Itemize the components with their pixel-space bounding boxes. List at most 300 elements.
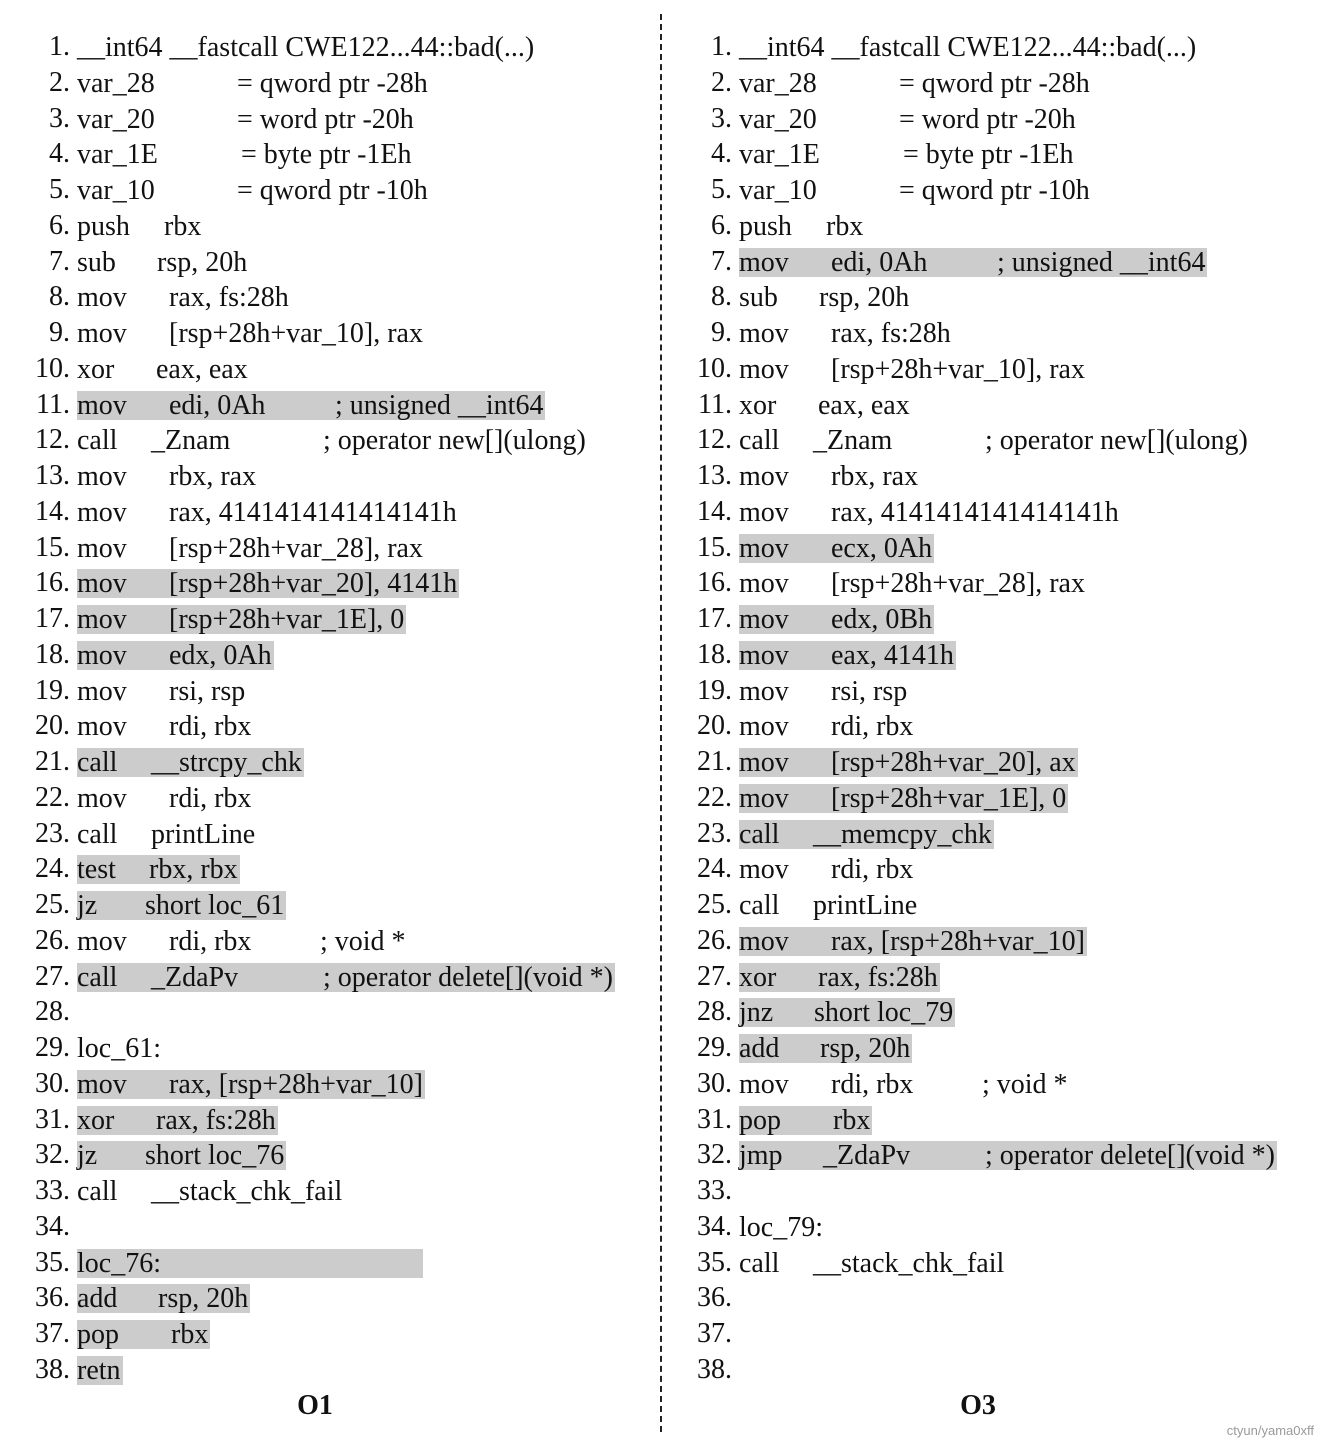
code-text <box>739 69 1092 98</box>
mnemonic: mov <box>77 282 127 314</box>
code-line <box>0 780 655 816</box>
mnemonic: mov <box>77 604 127 635</box>
mnemonic: sub <box>77 246 116 278</box>
operand: = byte ptr -1Eh <box>241 139 412 171</box>
code-line <box>662 494 1320 530</box>
line-number: 33. <box>35 1175 70 1206</box>
comment: ; void * <box>982 1068 1068 1100</box>
mnemonic: mov <box>739 532 789 564</box>
code-line <box>0 673 655 709</box>
operand: edi, 0Ah <box>831 246 928 278</box>
mnemonic: __int64 __fastcall CWE122...44::bad(...) <box>77 32 535 63</box>
line-number: 3. <box>711 102 732 134</box>
operand: rdi, rbx <box>831 711 914 743</box>
line-number: 2. <box>49 66 70 98</box>
code-line <box>0 101 655 137</box>
operand: _ZdaPv <box>823 1140 911 1172</box>
code-line <box>0 887 655 923</box>
line-number: 5. <box>49 174 70 205</box>
operand: = qword ptr -10h <box>237 175 428 206</box>
code-text <box>739 1356 741 1385</box>
comment: ; unsigned __int64 <box>335 389 544 421</box>
operand: rbx <box>171 1319 209 1350</box>
highlighted-code <box>77 855 240 884</box>
line-number: 34. <box>697 1210 732 1242</box>
code-line <box>662 65 1320 101</box>
line-number: 1. <box>49 31 70 62</box>
operand: rbx, rax <box>831 461 919 492</box>
line-number: 20. <box>697 710 732 742</box>
mnemonic: mov <box>77 496 127 528</box>
code-line <box>0 387 655 423</box>
code-line <box>662 887 1320 923</box>
code-text <box>77 498 459 527</box>
code-line <box>662 851 1320 887</box>
highlighted-code <box>739 605 934 634</box>
line-number: 27. <box>35 960 70 992</box>
operand: _ZdaPv <box>151 961 239 993</box>
code-line <box>662 387 1320 423</box>
line-number: 4. <box>49 138 70 170</box>
line-number: 9. <box>49 317 70 348</box>
highlighted-code <box>77 1356 123 1385</box>
code-listing-o1 <box>0 29 655 1388</box>
line-number: 35. <box>697 1246 732 1278</box>
line-number: 29. <box>697 1032 732 1063</box>
operand: rax, fs:28h <box>156 1104 276 1136</box>
mnemonic: jnz <box>739 997 774 1029</box>
mnemonic: mov <box>77 639 127 671</box>
code-line <box>662 351 1320 387</box>
line-number: 20. <box>35 710 70 742</box>
operand: ecx, 0Ah <box>831 532 933 564</box>
code-text <box>739 855 915 884</box>
code-line <box>662 673 1320 709</box>
comment: ; unsigned __int64 <box>997 246 1206 278</box>
line-number: 34. <box>35 1210 70 1242</box>
line-number: 10. <box>697 352 732 384</box>
operand: [rsp+28h+var_1E], 0 <box>169 604 405 635</box>
code-text <box>739 176 1092 205</box>
line-number: 19. <box>697 674 732 706</box>
mnemonic: push <box>77 210 130 242</box>
code-line <box>0 959 655 995</box>
line-number: 30. <box>35 1067 70 1099</box>
line-number: 5. <box>711 174 732 205</box>
line-number: 37. <box>35 1318 70 1349</box>
code-line <box>0 637 655 673</box>
code-text <box>739 283 911 312</box>
highlighted-code <box>77 605 406 634</box>
mnemonic: jz <box>77 1140 98 1172</box>
code-line <box>662 994 1320 1030</box>
code-text <box>77 784 253 813</box>
mnemonic: var_20 <box>77 103 155 135</box>
line-number: 38. <box>697 1353 732 1385</box>
highlighted-code <box>77 1141 286 1170</box>
line-number: 21. <box>35 746 70 777</box>
operand: eax, eax <box>156 353 248 385</box>
mnemonic: mov <box>739 568 789 600</box>
code-text <box>77 712 253 741</box>
line-number: 33. <box>697 1175 732 1206</box>
operand: edx, 0Bh <box>831 604 933 635</box>
mnemonic: mov <box>77 389 127 421</box>
mnemonic: var_1E <box>77 139 158 171</box>
code-text <box>739 140 1076 169</box>
code-text <box>739 569 1087 598</box>
code-text <box>77 355 250 384</box>
code-line <box>662 1173 1320 1209</box>
code-line <box>0 494 655 530</box>
code-line <box>0 1102 655 1138</box>
operand: __stack_chk_fail <box>813 1247 1005 1279</box>
code-line <box>662 637 1320 673</box>
code-line <box>0 172 655 208</box>
code-line <box>0 136 655 172</box>
code-line <box>0 29 655 65</box>
code-line <box>662 744 1320 780</box>
code-line <box>0 1173 655 1209</box>
operand: rax, fs:28h <box>169 282 289 314</box>
highlighted-code <box>739 927 1087 956</box>
code-line <box>662 923 1320 959</box>
mnemonic: call <box>739 425 780 457</box>
highlighted-code <box>77 1106 278 1135</box>
code-line <box>662 101 1320 137</box>
operand: short loc_76 <box>145 1140 285 1172</box>
operand: rsi, rsp <box>169 675 246 707</box>
line-number: 31. <box>697 1103 732 1135</box>
line-number: 23. <box>35 817 70 849</box>
mnemonic: mov <box>77 1068 127 1100</box>
highlighted-code <box>77 748 304 777</box>
operand: [rsp+28h+var_10], rax <box>169 318 423 349</box>
code-line <box>0 351 655 387</box>
mnemonic: xor <box>77 1104 115 1136</box>
highlighted-code <box>739 998 955 1027</box>
code-text <box>77 319 425 348</box>
operand: edx, 0Ah <box>169 639 272 671</box>
mnemonic: mov <box>739 639 789 671</box>
line-number: 11. <box>36 388 70 420</box>
line-number: 16. <box>35 567 70 599</box>
mnemonic: var_10 <box>739 175 817 206</box>
mnemonic: mov <box>77 532 127 564</box>
code-text <box>739 462 920 491</box>
line-number: 14. <box>35 495 70 527</box>
label-o3: O3 <box>960 1390 996 1421</box>
mnemonic: call <box>77 961 118 993</box>
code-text <box>77 534 425 563</box>
code-text <box>77 212 203 241</box>
operand: rbx, rax <box>169 461 257 492</box>
mnemonic: test <box>77 854 116 886</box>
code-line <box>0 244 655 280</box>
mnemonic: loc_61: <box>77 1033 161 1064</box>
mnemonic: mov <box>739 711 789 743</box>
operand: __memcpy_chk <box>813 818 992 850</box>
operand: rax, [rsp+28h+var_10] <box>169 1068 423 1100</box>
operand: short loc_61 <box>145 890 285 921</box>
mnemonic: mov <box>77 675 127 707</box>
highlighted-code <box>739 1034 912 1063</box>
mnemonic: mov <box>739 461 789 492</box>
code-line <box>0 315 655 351</box>
line-number: 24. <box>35 853 70 885</box>
line-number: 19. <box>35 674 70 706</box>
code-line <box>662 422 1320 458</box>
line-number: 8. <box>49 281 70 313</box>
code-line <box>0 923 655 959</box>
line-number: 21. <box>697 746 732 777</box>
comment: ; operator new[](ulong) <box>985 425 1248 457</box>
code-line <box>662 1030 1320 1066</box>
operand: [rsp+28h+var_1E], 0 <box>831 782 1067 814</box>
code-line <box>0 458 655 494</box>
code-line <box>662 172 1320 208</box>
operand: rdi, rbx <box>169 711 252 743</box>
code-text <box>739 677 909 706</box>
mnemonic: mov <box>77 711 127 743</box>
code-line <box>662 1316 1320 1352</box>
line-number: 4. <box>711 138 732 170</box>
code-text <box>739 33 1198 62</box>
mnemonic: mov <box>739 925 789 957</box>
code-line <box>662 1245 1320 1281</box>
code-text <box>77 105 416 134</box>
code-line <box>662 1102 1320 1138</box>
comment: ; operator delete[](void *) <box>323 961 613 993</box>
code-line <box>662 565 1320 601</box>
line-number: 36. <box>35 1282 70 1314</box>
line-number: 32. <box>697 1139 732 1171</box>
line-number: 23. <box>697 817 732 849</box>
highlighted-code <box>739 1141 1277 1170</box>
line-number: 26. <box>697 924 732 956</box>
line-number: 18. <box>35 638 70 670</box>
operand: [rsp+28h+var_28], rax <box>169 532 423 564</box>
mnemonic: mov <box>739 747 789 778</box>
code-line <box>662 458 1320 494</box>
mnemonic: mov <box>739 782 789 814</box>
operand: rsp, 20h <box>820 1033 911 1064</box>
code-text <box>739 1213 825 1242</box>
line-number: 8. <box>711 281 732 313</box>
comment: ; operator new[](ulong) <box>323 425 586 457</box>
code-text <box>77 283 291 312</box>
code-text <box>77 248 249 277</box>
line-number: 25. <box>697 889 732 920</box>
mnemonic: call <box>739 818 780 850</box>
mnemonic: call <box>77 818 118 850</box>
operand: = qword ptr -28h <box>237 67 428 99</box>
code-line <box>0 816 655 852</box>
code-text <box>739 391 912 420</box>
code-line <box>0 65 655 101</box>
code-line <box>662 601 1320 637</box>
code-text <box>77 1034 163 1063</box>
operand: [rsp+28h+var_20], ax <box>831 747 1076 778</box>
mnemonic: var_20 <box>739 103 817 135</box>
operand: rdi, rbx <box>831 854 914 886</box>
line-number: 6. <box>49 209 70 241</box>
operand: rsp, 20h <box>157 246 248 278</box>
mnemonic: mov <box>77 925 127 957</box>
mnemonic: pop <box>77 1319 119 1350</box>
code-text <box>77 33 536 62</box>
mnemonic: xor <box>739 961 777 993</box>
code-text <box>739 355 1087 384</box>
code-line <box>0 1352 655 1388</box>
code-line <box>0 208 655 244</box>
code-line <box>0 601 655 637</box>
mnemonic: pop <box>739 1104 781 1136</box>
operand: = qword ptr -28h <box>899 67 1090 99</box>
code-line <box>662 1066 1320 1102</box>
line-number: 22. <box>35 781 70 813</box>
code-text <box>77 677 247 706</box>
operand: _Znam <box>813 425 893 457</box>
mnemonic: var_1E <box>739 139 820 171</box>
operand: = word ptr -20h <box>899 103 1076 135</box>
code-line <box>0 1066 655 1102</box>
comment: ; operator delete[](void *) <box>985 1140 1275 1172</box>
code-text <box>739 1249 1006 1278</box>
line-number: 9. <box>711 317 732 348</box>
line-number: 12. <box>35 424 70 456</box>
code-line <box>662 1352 1320 1388</box>
operand: _Znam <box>151 425 231 457</box>
operand: rbx, rbx <box>149 854 238 886</box>
code-line <box>0 422 655 458</box>
operand: rdi, rbx <box>831 1068 914 1100</box>
mnemonic: call <box>739 1247 780 1279</box>
highlighted-code <box>77 1320 210 1349</box>
code-line <box>662 1209 1320 1245</box>
code-text <box>77 998 79 1027</box>
mnemonic: call <box>77 747 118 778</box>
highlighted-code <box>739 641 956 670</box>
operand: = qword ptr -10h <box>899 175 1090 206</box>
line-number: 32. <box>35 1139 70 1171</box>
operand: short loc_79 <box>814 997 954 1029</box>
line-number: 25. <box>35 889 70 920</box>
code-text <box>739 1320 741 1349</box>
mnemonic: mov <box>739 318 789 349</box>
mnemonic: mov <box>739 604 789 635</box>
code-line <box>0 994 655 1030</box>
mnemonic: mov <box>77 461 127 492</box>
code-line <box>0 744 655 780</box>
mnemonic: mov <box>739 854 789 886</box>
line-number: 24. <box>697 853 732 885</box>
code-text <box>739 319 953 348</box>
operand: = word ptr -20h <box>237 103 414 135</box>
operand: rax, 4141414141414141h <box>169 496 457 528</box>
operand: __stack_chk_fail <box>151 1176 343 1207</box>
line-number: 6. <box>711 209 732 241</box>
code-text <box>739 498 1121 527</box>
code-line <box>662 244 1320 280</box>
code-line <box>662 816 1320 852</box>
code-text <box>739 105 1078 134</box>
line-number: 38. <box>35 1353 70 1385</box>
line-number: 16. <box>697 567 732 599</box>
mnemonic: jmp <box>739 1140 783 1172</box>
code-line <box>0 1030 655 1066</box>
line-number: 22. <box>697 781 732 813</box>
code-text <box>739 1284 741 1313</box>
operand: [rsp+28h+var_10], rax <box>831 353 1085 385</box>
mnemonic: var_28 <box>739 67 817 99</box>
code-line <box>0 279 655 315</box>
operand: printLine <box>151 818 256 850</box>
code-line <box>0 1280 655 1316</box>
code-line <box>0 1245 655 1281</box>
line-number: 13. <box>35 460 70 491</box>
code-text <box>77 69 430 98</box>
code-line <box>0 1209 655 1245</box>
operand: rbx <box>833 1104 871 1136</box>
line-number: 26. <box>35 924 70 956</box>
code-line <box>662 959 1320 995</box>
code-line <box>662 1280 1320 1316</box>
code-line <box>662 315 1320 351</box>
code-text <box>77 927 408 956</box>
mnemonic: var_28 <box>77 67 155 99</box>
mnemonic: loc_79: <box>739 1211 823 1243</box>
operand: rdi, rbx <box>169 925 252 957</box>
line-number: 10. <box>35 352 70 384</box>
code-text <box>77 426 588 455</box>
mnemonic: mov <box>739 496 789 528</box>
highlighted-code <box>739 784 1068 813</box>
operand: rax, 4141414141414141h <box>831 496 1119 528</box>
code-text <box>739 1070 1070 1099</box>
highlighted-code <box>77 1070 425 1099</box>
highlighted-code <box>77 891 286 920</box>
operand: [rsp+28h+var_20], 4141h <box>169 568 458 600</box>
highlighted-code <box>739 248 1207 277</box>
code-line <box>0 1316 655 1352</box>
highlighted-code <box>739 748 1078 777</box>
operand: edi, 0Ah <box>169 389 266 421</box>
line-number: 14. <box>697 495 732 527</box>
mnemonic: mov <box>77 318 127 349</box>
operand: rsp, 20h <box>158 1283 249 1315</box>
line-number: 37. <box>697 1318 732 1349</box>
code-line <box>0 851 655 887</box>
code-line <box>662 1137 1320 1173</box>
highlighted-code <box>739 820 994 849</box>
code-line <box>662 530 1320 566</box>
code-text <box>77 1213 79 1242</box>
line-number: 15. <box>697 531 732 563</box>
line-number: 29. <box>35 1032 70 1063</box>
mnemonic: call <box>739 890 780 921</box>
code-line <box>662 708 1320 744</box>
code-text <box>77 176 430 205</box>
line-number: 17. <box>697 603 732 634</box>
code-text <box>77 820 257 849</box>
line-number: 12. <box>697 424 732 456</box>
mnemonic: push <box>739 210 792 242</box>
line-number: 2. <box>711 66 732 98</box>
code-line <box>0 530 655 566</box>
code-line <box>662 208 1320 244</box>
mnemonic: sub <box>739 282 778 314</box>
